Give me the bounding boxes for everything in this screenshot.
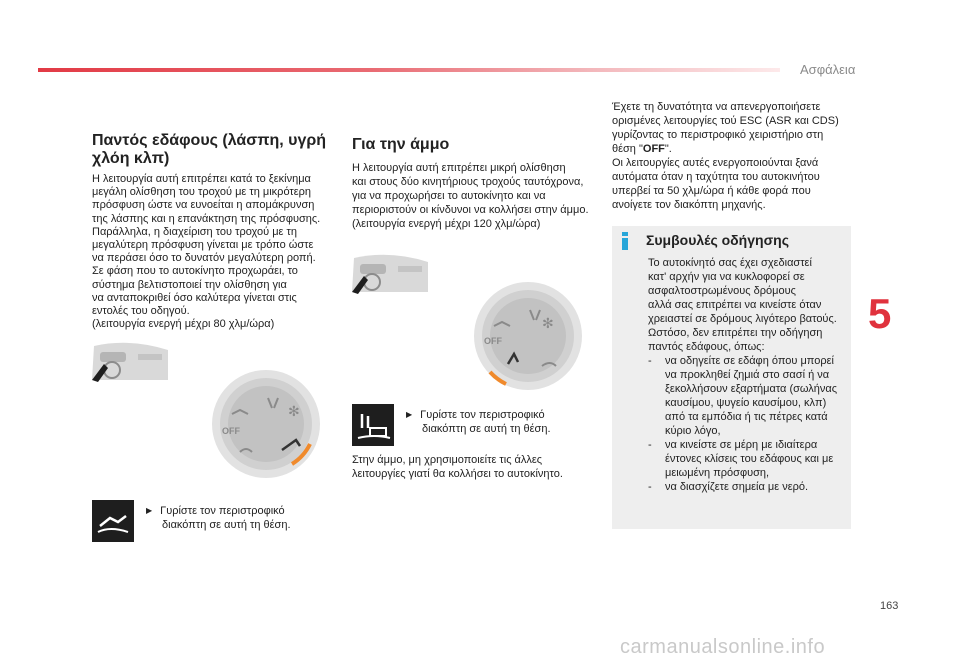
- sand-instruction-line1: Γυρίστε τον περιστροφικό: [420, 409, 545, 421]
- advice-intro-line: κατ' αρχήν για να κυκλοφορεί σε: [648, 271, 805, 283]
- esc-off-line: [612, 142, 862, 156]
- mud-line: να ανταποκριθεί όσο καλύτερα γίνεται στις: [92, 291, 297, 304]
- mud-instruction-line1: Γυρίστε τον περιστροφικό: [160, 505, 285, 517]
- sand-note-line: λειτουργίες γιατί θα κολλήσει το αυτοκίνητο.: [352, 468, 563, 480]
- chapter-number: 5: [868, 290, 892, 337]
- mud-line: μεγάλη ολίσθηση του τροχού με τη μικρότερη: [92, 186, 312, 199]
- footer-watermark: carmanualsonline.info: [620, 636, 826, 658]
- sand-section: [352, 136, 597, 231]
- sand-instruction: [406, 408, 551, 436]
- esc-line: αυτόματα όταν η ταχύτητα του αυτοκινήτου: [612, 171, 820, 183]
- dashboard-thumbnail-icon: [90, 340, 170, 384]
- bullet-triangle-icon: ▶: [146, 506, 153, 515]
- advice-intro-line: Το αυτοκίνητό σας έχει σχεδιαστεί: [648, 257, 812, 269]
- svg-text:OFF: OFF: [484, 336, 502, 346]
- advice-list: [648, 354, 846, 494]
- mud-heading: [92, 132, 337, 168]
- page-number: 163: [880, 600, 899, 612]
- mud-line: Παράλληλα, η διαχείριση του τροχού με τη: [92, 225, 297, 238]
- mud-line: σύστημα βελτιστοποιεί την ολίσθηση για: [92, 278, 287, 291]
- mud-line: εντολές του οδηγού.: [92, 305, 190, 318]
- mud-line: να περάσει όσο το δυνατόν μεγαλύτερη ροπή.: [92, 252, 316, 265]
- svg-text:✻: ✻: [542, 316, 554, 332]
- info-icon: [620, 232, 630, 250]
- advice-heading: Συμβουλές οδήγησης: [646, 232, 789, 248]
- advice-item-line: μειωμένη πρόσφυση,: [665, 467, 770, 479]
- bullet-triangle-icon: ▶: [406, 410, 413, 419]
- sand-instruction-line2: διακόπτη σε αυτή τη θέση.: [422, 423, 551, 435]
- sand-note: [352, 453, 602, 481]
- mud-instruction-line2: διακόπτη σε αυτή τη θέση.: [162, 519, 291, 531]
- advice-item-line: ξεκολλήσουν εξαρτήματα (σωλήνας: [665, 383, 838, 395]
- esc-line: γυρίζοντας το περιστροφικό χειριστήριο στη: [612, 129, 824, 141]
- svg-text:OFF: OFF: [222, 426, 240, 436]
- advice-item-line: έντονες κλίσεις του εδάφους και με: [665, 453, 834, 465]
- sand-line: περιοριστούν οι κίνδυνοι να κολλήσει στην άμμο.: [352, 204, 589, 216]
- rotary-dial-illustration: [472, 280, 584, 392]
- mud-line: (λειτουργία ενεργή μέχρι 80 χλμ/ώρα): [92, 318, 275, 331]
- sand-note-line: Στην άμμο, μη χρησιμοποιείτε τις άλλες: [352, 454, 543, 466]
- esc-line: ανοίγετε τον διακόπτη μηχανής.: [612, 199, 766, 211]
- esc-line: Οι λειτουργίες αυτές ενεργοποιούνται ξανά: [612, 157, 819, 169]
- advice-intro-line: αλλά σας επιτρέπει να κινείστε όταν: [648, 299, 822, 311]
- esc-line: Έχετε τη δυνατότητα να απενεργοποιήσετε: [612, 101, 821, 113]
- advice-item-line: να προκληθεί ζημιά στο σασί ή να: [665, 369, 830, 381]
- section-title: Ασφάλεια: [800, 62, 856, 77]
- advice-list-item: [648, 354, 846, 438]
- advice-intro-line: παντός εδάφους, όπως:: [648, 341, 765, 353]
- sand-mode-icon: [352, 404, 394, 446]
- mud-line: Σε φάση που το αυτοκίνητο προχωράει, το: [92, 265, 298, 278]
- esc-line: ορισμένες λειτουργίες τού ESC (ASR και CDS): [612, 115, 839, 127]
- mud-section: [92, 132, 337, 331]
- mud-body: [92, 173, 337, 331]
- mud-mode-icon: [92, 500, 134, 542]
- advice-item-line: κύριο λόγο,: [665, 425, 721, 437]
- advice-body: [648, 256, 846, 494]
- header-accent-bar: [38, 68, 780, 72]
- advice-item-line: από τα εμπόδια ή τις πέτρες κατά: [665, 411, 828, 423]
- mud-line: Η λειτουργία αυτή επιτρέπει κατά το ξεκίνημα: [92, 173, 311, 185]
- sand-line: Η λειτουργία αυτή επιτρέπει μικρή ολίσθηση: [352, 162, 566, 174]
- sand-heading: Για την άμμο: [352, 136, 450, 153]
- advice-item-line: - να οδηγείτε σε εδάφη όπου μπορεί: [665, 355, 834, 367]
- off-prefix: θέση ": [612, 143, 643, 155]
- mud-heading-line1: Παντός εδάφους (λάσπη, υγρή: [92, 132, 327, 149]
- sand-body: [352, 161, 597, 231]
- off-suffix: ".: [664, 143, 672, 155]
- sand-wheel-icon: [352, 404, 394, 446]
- rotary-dial-illustration: [210, 368, 322, 480]
- mud-line: πρόσφυση ώστε να ευνοείται η απομάκρυνση: [92, 199, 315, 212]
- driving-advice-box: [612, 226, 851, 529]
- advice-item-line: καυσίμου, ψυγείο καυσίμου, κλπ): [665, 397, 827, 409]
- mud-heading-line2: χλόη κλπ): [92, 150, 170, 167]
- mud-instruction: [146, 504, 291, 532]
- advice-item-line: - να διασχίζετε σημεία με νερό.: [665, 481, 809, 493]
- sand-line: για να προχωρήσει το αυτοκίνητο και να: [352, 190, 546, 202]
- off-word: OFF: [642, 143, 665, 155]
- advice-list-item: [648, 480, 846, 494]
- advice-intro-line: Ωστόσο, δεν επιτρέπει την οδήγηση: [648, 327, 823, 339]
- sand-line: και στους δύο κινητήριους τροχούς ταυτόχρονα,: [352, 176, 584, 188]
- esc-section: [612, 100, 862, 212]
- mud-line: μεγαλύτερη πρόσφυση γίνεται με τρόπο ώστε: [92, 239, 314, 252]
- sand-line: (λειτουργία ενεργή μέχρι 120 χλμ/ώρα): [352, 218, 541, 230]
- mud-line: της λάσπης και η επανάκτηση της πρόσφυσης.: [92, 212, 321, 225]
- dashboard-thumbnail-icon: [350, 252, 430, 296]
- advice-item-line: - να κινείστε σε μέρη με ιδιαίτερα: [665, 439, 818, 451]
- mud-wheel-icon: [92, 500, 134, 542]
- advice-list-item: [648, 438, 846, 480]
- advice-intro-line: ασφαλτοστρωμένους δρόμους: [648, 285, 796, 297]
- svg-text:✻: ✻: [288, 404, 300, 420]
- advice-intro-line: χρειαστεί σε δρόμους λιγότερο βατούς.: [648, 313, 837, 325]
- esc-line: υπερβεί τα 50 χλμ/ώρα ή κάθε φορά που: [612, 185, 811, 197]
